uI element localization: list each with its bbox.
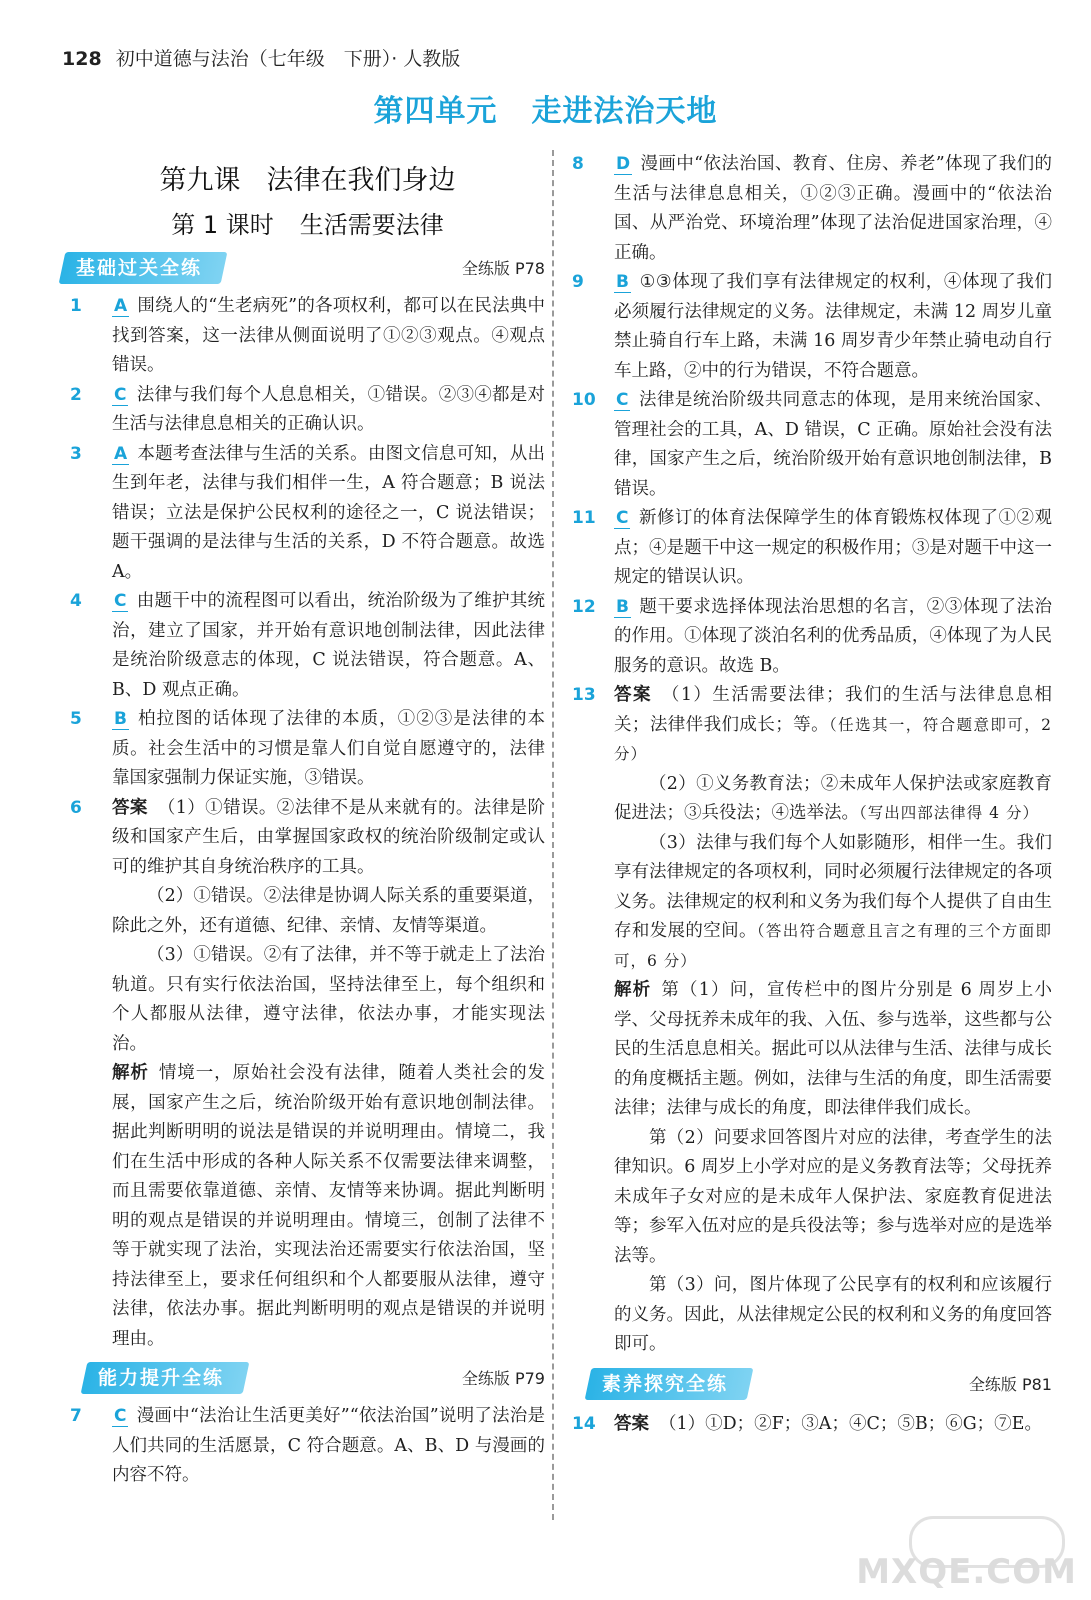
question-9 — [572, 268, 1052, 386]
question-12 — [572, 593, 1052, 682]
answer-letter: A — [114, 296, 128, 316]
question-7 — [70, 1402, 545, 1491]
question-text: ①③体现了我们享有法律规定的权利，④体现了我们必须履行法律规定的义务。法律规定，未满 12 周岁儿童禁止骑自行车上路，未满 16 周岁青少年禁止骑电动自行车上路，②中的行为错误，不符合题意。 — [614, 272, 1052, 381]
question-text: 法律与我们每个人息息相关，①错误。②③④都是对生活与法律息息相关的正确认识。 — [112, 384, 545, 434]
question-6 — [70, 794, 545, 1355]
question-number: 6 — [70, 797, 82, 818]
question-number: 13 — [572, 685, 596, 705]
answer-part-3: （3）①错误。②有了法律，并不等于就走上了法治轨道。只有实行依法治国，坚持法律至上，每个组织和个人都服从法律，遵守法律，依法办事，才能实现法治。 — [112, 945, 545, 1054]
section-ability-header — [70, 1362, 545, 1396]
score-note-2: （写出四部法律得 4 分） — [859, 804, 1039, 822]
answer-letter: D — [616, 154, 631, 174]
answer-part-1: （1）生活需要法律；我们的生活与法律息息相关；法律伴我们成长；等。 — [614, 685, 1053, 735]
lesson-name: 法律在我们身边 — [266, 165, 456, 196]
book-title: 初中道德与法治（七年级 下册）· 人教版 — [115, 48, 461, 70]
question-text: 本题考查法律与生活的关系。由图文信息可知，从出生到年老，法律与我们相伴一生，A 符合题意；B 说法错误；立法是保护公民权利的途径之一，C 说法错误；题干强调的是法律与生活的关系，D 不符合题意。故选 A。 — [112, 443, 545, 582]
section-ability-badge: 能力提升全练 — [81, 1362, 250, 1394]
question-11 — [572, 504, 1052, 593]
question-text: 柏拉图的话体现了法律的本质，①②③是法律的本质。社会生活中的习惯是靠人们自觉自愿遵守的，法律靠国家强制力保证实施，③错误。 — [112, 709, 545, 788]
section-basic-header — [70, 252, 545, 286]
question-text: 题干要求选择体现法治思想的名言，②③体现了法治的作用。①体现了淡泊名利的优秀品质，④体现了为人民服务的意识。故选 B。 — [614, 596, 1052, 676]
section-ability-ref: 全练版 P79 — [461, 1369, 545, 1388]
question-8 — [572, 150, 1052, 268]
answer-letter: B — [114, 709, 127, 729]
score-note-1: （任选其一，符合题意即可，2 分） — [614, 715, 1052, 763]
question-text: 由题干中的流程图可以看出，统治阶级为了维护其统治，建立了国家，并开始有意识地创制法律，因此法律是统治阶级意志的体现，C 说法错误，符合题意。A、B、D 观点正确。 — [112, 591, 545, 700]
question-number: 3 — [70, 443, 82, 464]
column-divider — [552, 150, 554, 1520]
question-number: 9 — [572, 272, 584, 292]
question-text: （1）①D；②F；③A；④C；⑤B；⑥G；⑦E。 — [659, 1413, 1042, 1434]
analysis-word: 解析 — [112, 1063, 149, 1083]
question-number: 14 — [572, 1413, 596, 1434]
page-header — [62, 44, 460, 71]
question-5 — [70, 705, 545, 794]
question-10 — [572, 386, 1052, 504]
analysis-text: 情境一，原始社会没有法律，随着人类社会的发展，国家产生之后，统治阶级开始有意识地创制法律。据此判断明明的说法是错误的并说明理由。情境二，我们在生活中形成的各种人际关系不仅需要法律来调整，而且需要依靠道德、亲情、友情等来协调。据此判断明明的观点是错误的并说明理由。情境三，创制了法律不等于就实现了法治，实现法治还需要实行依法治国，坚持法律至上，要求任何组织和个人都要服从法律，遵守法律，依法办事。据此判断明明的观点是错误的并说明理由。 — [112, 1063, 546, 1349]
answer-word: 答案 — [614, 685, 652, 705]
question-13 — [572, 681, 1052, 1360]
watermark-logo — [853, 1516, 1083, 1596]
answer-part-2: （2）①义务教育法；②未成年人保护法或家庭教育促进法；③兵役法；④选举法。 — [614, 773, 1052, 823]
answer-part-3: （3）法律与我们每个人如影随形，相伴一生。我们享有法律规定的各项权利，同时必须履行法律规定的各项义务。法律规定的权利和义务为我们每个人提供了自由生存和发展的空间。 — [614, 832, 1052, 941]
page-number: 128 — [62, 48, 102, 70]
answer-word: 答案 — [112, 797, 148, 818]
question-number: 8 — [572, 154, 584, 174]
question-2 — [70, 381, 545, 440]
analysis-text-2: 第（2）问要求回答图片对应的法律，考查学生的法律知识。6 周岁上小学对应的是义务教育法等；父母抚养未成年子女对应的是未成年人保护法、家庭教育促进法等；参军入伍对应的是兵役法等；参与选举对应的是选举法等。 — [614, 1127, 1052, 1266]
analysis-word: 解析 — [614, 980, 652, 1000]
answer-letter: A — [114, 443, 128, 464]
question-number: 2 — [70, 384, 82, 405]
question-text: 新修订的体育法保障学生的体育锻炼权体现了①②观点；④是题干中这一规定的积极作用；③是对题干中这一规定的错误认识。 — [614, 508, 1052, 587]
question-number: 4 — [70, 591, 82, 611]
score-note-3: （答出符合题意且言之有理的三个方面即可，6 分） — [614, 922, 1052, 970]
answer-letter: B — [616, 272, 629, 292]
section-basic-ref: 全练版 P78 — [461, 259, 545, 278]
analysis-text-3: 第（3）问，图片体现了公民享有的权利和应该履行的义务。因此，从法律规定公民的权利和义务的角度回答即可。 — [614, 1275, 1052, 1354]
question-3 — [70, 440, 545, 588]
question-text: 漫画中“依法治国、教育、住房、养老”体现了我们的生活与法律息息相关，①②③正确。漫画中的“依法治国、从严治党、环境治理”体现了法治促进国家治理，④正确。 — [614, 154, 1052, 263]
section-literacy-badge: 素养探究全练 — [585, 1368, 754, 1400]
question-number: 10 — [572, 390, 596, 410]
answer-part-2: （2）①错误。②法律是协调人际关系的重要渠道，除此之外，还有道德、纪律、亲情、友情等渠道。 — [112, 886, 545, 936]
right-column — [572, 150, 1052, 1439]
section-literacy-header — [572, 1368, 1052, 1402]
question-4 — [70, 587, 545, 705]
question-text: 漫画中“法治让生活更美好”“依法治国”说明了法治是人们共同的生活愿景，C 符合题意。A、B、D 与漫画的内容不符。 — [112, 1406, 545, 1485]
answer-letter: C — [616, 508, 629, 528]
unit-name: 走进法治天地 — [531, 94, 718, 129]
question-number: 11 — [572, 508, 596, 528]
question-text: 法律是统治阶级共同意志的体现，是用来统治国家、管理社会的工具，A、D 错误，C 正确。原始社会没有法律，国家产生之后，统治阶级开始有意识地创制法律，B 错误。 — [614, 390, 1052, 499]
lesson-label: 第九课 — [159, 165, 241, 196]
question-text: 围绕人的“生老病死”的各项权利，都可以在民法典中找到答案，这一法律从侧面说明了①②③观点。④观点错误。 — [112, 296, 545, 375]
watermark-text: MXQE.COM — [856, 1552, 1077, 1592]
answer-letter: C — [616, 390, 629, 410]
lesson-title — [70, 158, 545, 197]
answer-part-1: （1）①错误。②法律不是从来就有的。法律是阶级和国家产生后，由掌握国家政权的统治阶级制定或认可的维护其自身统治秩序的工具。 — [112, 797, 546, 877]
question-number: 5 — [70, 709, 82, 729]
section-literacy-ref: 全练版 P81 — [968, 1374, 1052, 1394]
question-14 — [572, 1410, 1052, 1440]
period-name: 生活需要法律 — [299, 211, 444, 239]
question-number: 12 — [572, 596, 596, 617]
answer-letter: C — [114, 591, 127, 611]
period-title — [70, 205, 545, 240]
section-basic-badge: 基础过关全练 — [59, 252, 228, 284]
question-1 — [70, 292, 545, 381]
answer-letter: B — [616, 596, 629, 617]
left-column — [70, 150, 545, 1491]
period-label: 第 1 课时 — [171, 211, 274, 239]
analysis-text-1: 第（1）问，宣传栏中的图片分别是 6 周岁上小学、父母抚养未成年的我、入伍、参与选举，这些都与公民的生活息息相关。据此可以从法律与生活、法律与成长的角度概括主题。例如，法律与生活的角度，即生活需要法律；法律与成长的角度，即法律伴我们成长。 — [614, 980, 1052, 1118]
unit-label: 第四单元 — [373, 94, 498, 129]
answer-word: 答案 — [614, 1413, 649, 1434]
question-number: 1 — [70, 296, 82, 316]
question-number: 7 — [70, 1406, 82, 1426]
unit-title — [0, 86, 1091, 130]
answer-letter: C — [114, 1406, 127, 1426]
answer-letter: C — [114, 384, 127, 405]
